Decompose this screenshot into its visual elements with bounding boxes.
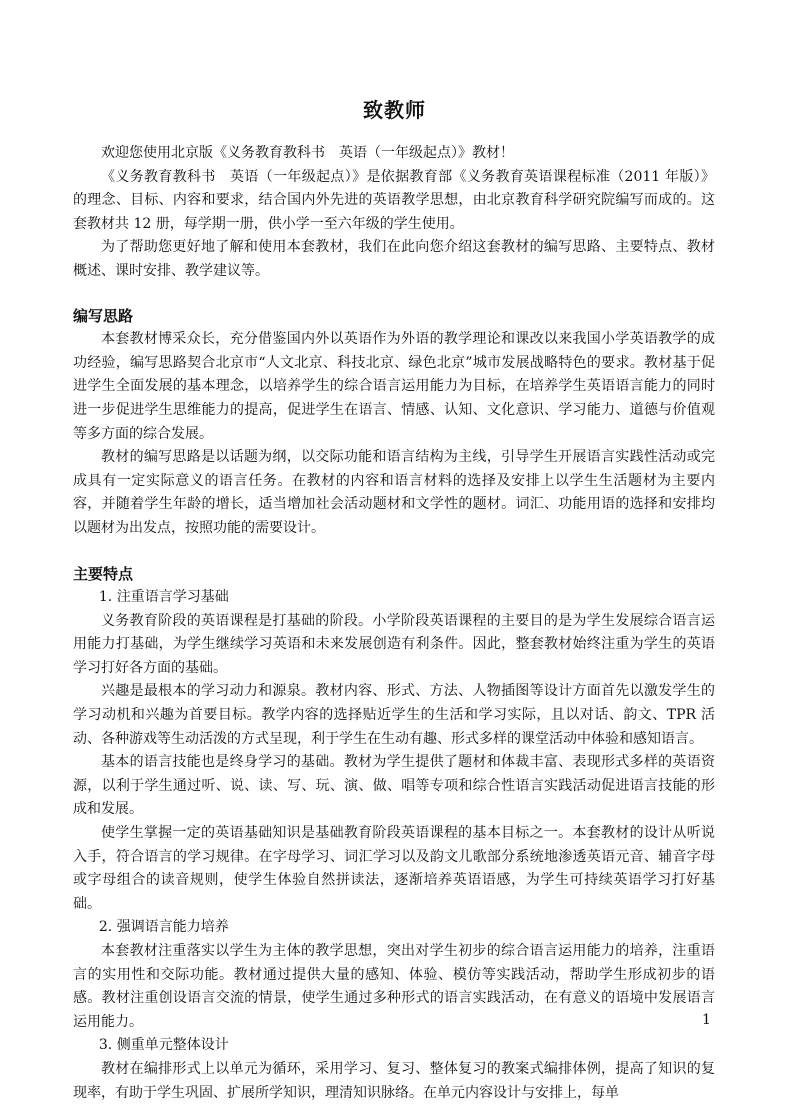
intro-paragraph: 为了帮助您更好地了解和使用本套教材，我们在此向您介绍这套教材的编写思路、主要特点、教材概述、课时安排、教学建议等。 [73, 239, 715, 279]
section-heading-writing-approach: 编写思路 [73, 306, 134, 325]
document-body [73, 142, 715, 1105]
intro-paragraph: 欢迎您使用北京版《义务教育教科书 英语（一年级起点）》教材！ [101, 145, 514, 161]
section-paragraph: 本套教材博采众长，充分借鉴国内外以英语作为外语的教学理论和课改以来我国小学英语教学的成功经验，编写思路契合北京市“人文北京、科技北京、绿色北京”城市发展战略特色的要求。教材基于促进学生全面发展的基本理念，以培养学生的综合语言运用能力为目标，在培养学生英语语言能力的同时进一步促进学生思维能力的提高，促进学生在语言、情感、认知、文化意识、学习能力、道德与价值观等多方面的综合发展。 [73, 331, 715, 442]
intro-paragraph: 《义务教育教科书 英语（一年级起点）》是依据教育部《义务教育英语课程标准（2011 年版）》的理念、目标、内容和要求，结合国内外先进的英语教学思想，由北京教育科学研究院编写而成的。这套教材共 12 册，每学期一册，供小学一至六年级的学生使用。 [73, 168, 715, 232]
section-spacer [73, 541, 715, 563]
page-title: 致教师 [363, 98, 426, 122]
feature-item-title: 2. 强调语言能力培养 [98, 919, 229, 936]
page-number: 1 [702, 1012, 711, 1028]
feature-paragraph: 教材在编排形式上以单元为循环，采用学习、复习、整体复习的教案式编排体例，提高了知识的复现率，有助于学生巩固、扩展所学知识，理清知识脉络。在单元内容设计与安排上，每单 [73, 1060, 715, 1101]
feature-item-title: 1. 注重语言学习基础 [98, 589, 229, 606]
section-paragraph: 教材的编写思路是以话题为纲，以交际功能和语言结构为主线，引导学生开展语言实践性活动或完成具有一定实际意义的语言任务。在教材的内容和语言材料的选择及安排上以学生生活题材为主要内容，并随着学生年龄的增长，适当增加社会活动题材和文学性的题材。词汇、功能用语的选择和安排均以题材为出发点，按照功能的需要设计。 [73, 449, 715, 536]
section-spacer [73, 284, 715, 305]
feature-item-title: 3. 侧重单元整体设计 [98, 1037, 229, 1054]
feature-paragraph: 义务教育阶段的英语课程是打基础的阶段。小学阶段英语课程的主要目的是为学生发展综合语言运用能力打基础，为学生继续学习英语和未来发展创造有利条件。因此，整套教材始终注重为学生的英语学习打好各方面的基础。 [73, 612, 715, 676]
feature-paragraph: 兴趣是最根本的学习动力和源泉。教材内容、形式、方法、人物插图等设计方面首先以激发学生的学习动机和兴趣为首要目标。教学内容的选择贴近学生的生活和学习实际，且以对话、韵文、TPR 活动、各种游戏等生动活泼的方式呈现，利于学生在生动有趣、形式多样的课堂活动中体验和感知语言。 [73, 683, 715, 747]
section-heading-main-features: 主要特点 [73, 564, 134, 583]
feature-paragraph: 基本的语言技能也是终身学习的基础。教材为学生提供了题材和体裁丰富、表现形式多样的英语资源，以利于学生通过听、说、读、写、玩、演、做、唱等专项和综合性语言实践活动促进语言技能的形成和发展。 [73, 754, 715, 818]
feature-paragraph: 使学生掌握一定的英语基础知识是基础教育阶段英语课程的基本目标之一。本套教材的设计从听说入手，符合语言的学习规律。在字母学习、词汇学习以及韵文儿歌部分系统地渗透英语元音、辅音字母或字母组合的读音规则，使学生体验自然拼读法，逐渐培养英语语感，为学生可持续英语学习打好基础。 [73, 825, 715, 912]
feature-paragraph: 本套教材注重落实以学生为主体的教学思想，突出对学生初步的综合语言运用能力的培养，注重语言的实用性和交际功能。教材通过提供大量的感知、体验、模仿等实践活动，帮助学生形成初步的语感。教材注重创设语言交流的情景，使学生通过多种形式的语言实践活动，在有意义的语境中发展语言运用能力。 [73, 943, 715, 1030]
